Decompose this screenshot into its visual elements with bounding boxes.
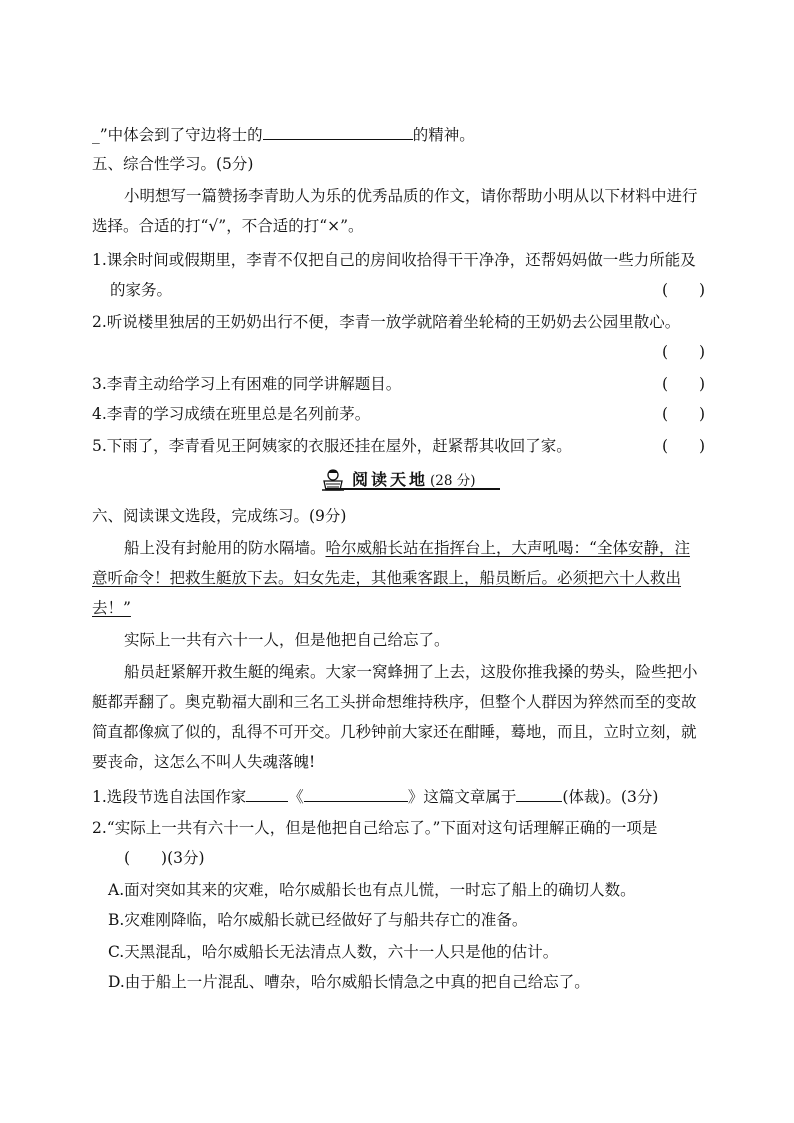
reading-section-banner bbox=[318, 468, 500, 496]
option-c[interactable]: C.天黑混乱，哈尔威船长无法清点人数，六十一人只是他的估计。 bbox=[108, 943, 559, 961]
item5-line: 5.下雨了，李青看见王阿姨家的衣服还挂在屋外，赶紧帮其收回了家。 bbox=[92, 437, 572, 455]
q1-part-c: 》这篇文章属于 bbox=[407, 788, 517, 806]
passage-p1-underlined-d: 去！” bbox=[92, 599, 131, 617]
title-blank[interactable] bbox=[304, 786, 408, 802]
section5-intro-line2: 选择。合适的打“√”，不合适的打“×”。 bbox=[92, 217, 364, 235]
banner-score: (28 分) bbox=[430, 473, 476, 489]
item3-answer-paren[interactable]: ( ) bbox=[662, 375, 706, 393]
item2-line1: 2.听说楼里独居的王奶奶出行不便，李青一放学就陪着坐轮椅的王奶奶去公园里散心。 bbox=[92, 313, 681, 331]
item1-answer-paren[interactable]: ( ) bbox=[662, 281, 706, 299]
item1-line2: 的家务。 bbox=[110, 281, 173, 299]
reading-mascot-icon bbox=[318, 468, 348, 494]
question1-line bbox=[92, 786, 658, 807]
section5-heading: 五、综合性学习。(5分) bbox=[92, 155, 254, 173]
passage-p3-line2: 艇都弄翻了。奥克勒福大副和三名工头拼命想维持秩序，但整个人群因为猝然而至的变故 bbox=[92, 693, 697, 711]
passage-p1-underlined-c: 意听命令！把救生艇放下去。妇女先走，其他乘客跟上，船员断后。必须把六十人救出 bbox=[92, 569, 682, 587]
passage-p2: 实际上一共有六十一人，但是他把自己给忘了。 bbox=[124, 631, 450, 649]
passage-p1-line1 bbox=[124, 538, 690, 558]
banner-title: 阅读天地 bbox=[352, 470, 429, 489]
item5-answer-paren[interactable]: ( ) bbox=[662, 437, 706, 455]
author-blank[interactable] bbox=[246, 786, 288, 802]
top-line-prefix: _”中体会到了守边将士的 bbox=[92, 126, 263, 144]
question2-line1: 2.“实际上一共有六十一人，但是他把自己给忘了。”下面对这句话理解正确的一项是 bbox=[92, 819, 658, 837]
answer-blank[interactable] bbox=[263, 124, 413, 140]
option-b[interactable]: B.灾难刚降临，哈尔威船长就已经做好了与船共存亡的准备。 bbox=[108, 911, 528, 929]
item4-answer-paren[interactable]: ( ) bbox=[662, 405, 706, 423]
passage-p1-underlined-b: 哈尔威船长站在指挥台上，大声吼喝：“全体安静，注 bbox=[325, 539, 690, 557]
item4-line: 4.李青的学习成绩在班里总是名列前茅。 bbox=[92, 405, 371, 423]
genre-blank[interactable] bbox=[516, 786, 562, 802]
item1-line1: 1.课余时间或假期里，李青不仅把自己的房间收拾得干干净净，还帮妈妈做一些力所能及 bbox=[92, 251, 696, 269]
item3-line: 3.李青主动给学习上有困难的同学讲解题目。 bbox=[92, 375, 402, 393]
q1-part-d: (体裁)。(3分) bbox=[562, 788, 659, 806]
q1-part-a: 1.选段节选自法国作家 bbox=[92, 788, 247, 806]
passage-p3-line3: 简直都像疯了似的，乱得不可开交。几秒钟前大家还在酣睡，蓦地，而且，立时立刻，就 bbox=[92, 723, 697, 741]
passage-p1-a: 船上没有封舱用的防水隔墙。 bbox=[124, 539, 326, 557]
section5-intro-line1: 小明想写一篇赞扬李青助人为乐的优秀品质的作文，请你帮助小明从以下材料中进行 bbox=[124, 187, 698, 205]
section6-heading: 六、阅读课文选段，完成练习。(9分) bbox=[92, 507, 347, 525]
q1-part-b: 《 bbox=[288, 788, 304, 806]
passage-p3-line1: 船员赶紧解开救生艇的绳索。大家一窝蜂拥了上去，这股你推我搡的势头，险些把小 bbox=[124, 663, 698, 681]
option-a[interactable]: A.面对突如其来的灾难，哈尔威船长也有点儿慌，一时忘了船上的确切人数。 bbox=[108, 881, 636, 899]
question2-answer-paren[interactable]: ( )(3分) bbox=[124, 849, 205, 867]
fill-in-line-top bbox=[92, 124, 475, 145]
passage-p3-line4: 要丧命，这怎么不叫人失魂落魄! bbox=[92, 753, 316, 771]
item2-answer-paren[interactable]: ( ) bbox=[662, 343, 706, 361]
option-d[interactable]: D.由于船上一片混乱、嘈杂，哈尔威船长情急之中真的把自己给忘了。 bbox=[108, 973, 590, 991]
top-line-suffix: 的精神。 bbox=[412, 126, 475, 144]
